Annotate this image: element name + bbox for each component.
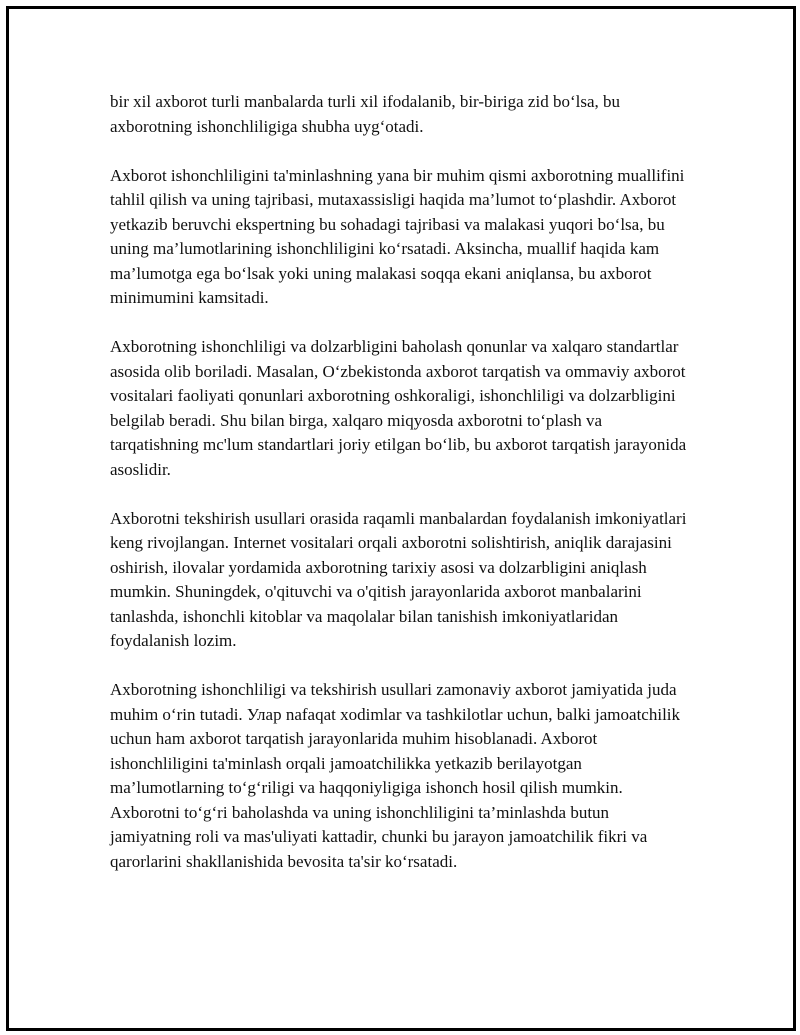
paragraph-4: Axborotni tekshirish usullari orasida raqamli manbalardan foydalanish imkoniyatlari keng rivojlangan. Internet vositalari orqali axborotni solishtirish, aniqlik darajasini oshirish, ilovalar yordamida axborotning tarixiy asosi va dolzarbligini aniqlash mumkin. Shuningdek, o'qituvchi va o'qitish jarayonlarida axborot manbalarini tanlashda, ishonchli kitoblar va maqolalar bilan tanishish imkoniyatlaridan foydalanish lozim. xyxy=(110,508,687,650)
paragraph-5: Axborotning ishonchliligi va tekshirish usullari zamonaviy axborot jamiyatida juda muhim o‘rin tutadi. Улар nafaqat xodimlar va tashkilotlar uchun, balki jamoatchilik uchun ham axborot tarqatish jarayonlarida muhim hisoblanadi. Axborot ishonchliligini ta'minlash orqali jamoatchilikka yetkazib berilayotgan ma’lumotlarning to‘g‘riligi va haqqoniyligiga ishonch hosil qilish mumkin. Axborotni to‘g‘ri baholashda va uning ishonchliligini ta’minlashda butun jamiyatning roli va mas'uliyati kattadir, chunki bu jarayon jamoatchilik fikri va qarorlarini shakllanishida bevosita ta'sir ko‘rsatadi. xyxy=(110,680,681,871)
page-content xyxy=(110,90,690,899)
paragraph-3: Axborotning ishonchliligi va dolzarbligini baholash qonunlar va xalqaro standartlar asosida olib boriladi. Masalan, O‘zbekistonda axborot tarqatish va ommaviy axborot vositalari faoliyati qonunlari axborotning oshkoraligi, ishonchliligi va dolzarbligini belgilab beradi. Shu bilan birga, xalqaro miqyosda axborotni to‘plash va tarqatishning mc'lum standartlari joriy etilgan bo‘lib, bu axborot tarqatish jarayonida asoslidir. xyxy=(110,337,687,479)
paragraph-2: Axborot ishonchliligini ta'minlashning yana bir muhim qismi axborotning muallifini tahlil qilish va uning tajribasi, mutaxassisligi haqida ma’lumot to‘plashdir. Axborot yetkazib beruvchi ekspertning bu sohadagi tajribasi va malakasi yuqori bo‘lsa, bu uning ma’lumotlarining ishonchliligini ko‘rsatadi. Aksincha, muallif haqida kam ma’lumotga ega bo‘lsak yoki uning malakasi soqqa ekani aniqlansa, bu axborot minimumini kamsitadi. xyxy=(110,165,685,307)
paragraph-1: bir xil axborot turli manbalarda turli xil ifodalanib, bir-biriga zid bo‘lsa, bu axborotning ishonchliligiga shubha uyg‘otadi. xyxy=(110,92,620,136)
